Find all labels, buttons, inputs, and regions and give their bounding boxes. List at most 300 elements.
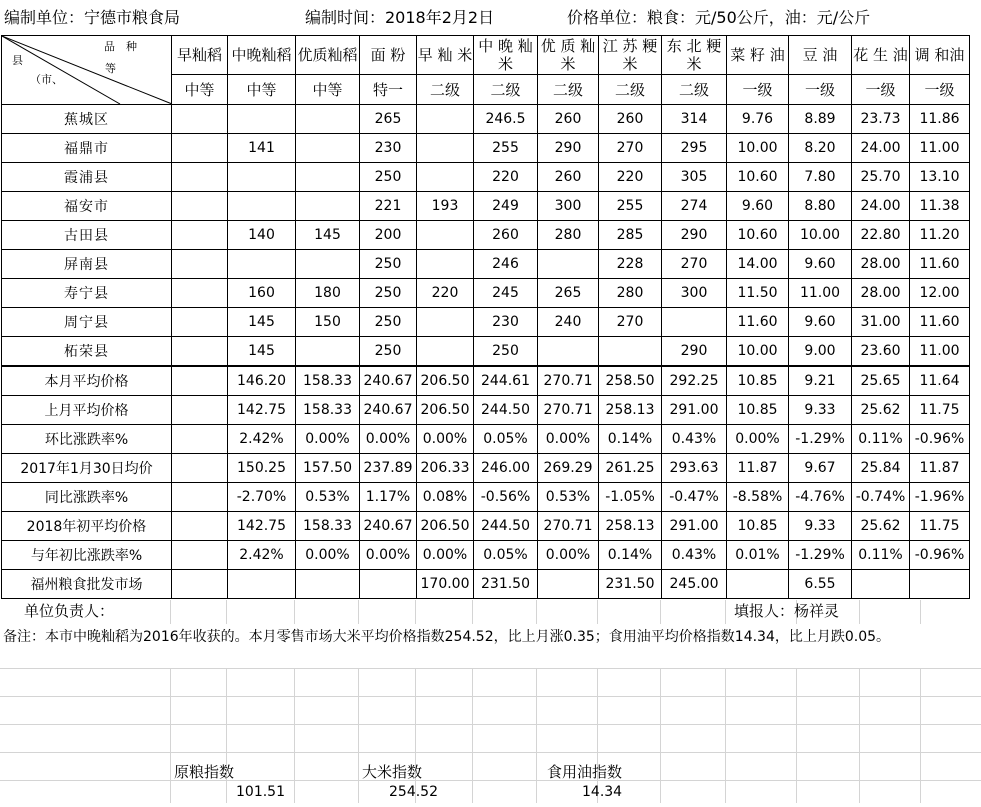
summary-label: 同比涨跌率% [2,483,172,512]
price-cell: -1.29% [789,425,852,454]
unit-label: 编制单位：宁德市粮食局 [4,8,181,27]
price-cell: 240 [538,308,599,337]
price-cell: 11.87 [727,454,789,483]
price-cell: 240.67 [360,396,417,425]
price-cell: 8.20 [789,134,852,163]
county-row [2,279,970,308]
price-cell [538,337,599,367]
price-cell: 158.33 [296,512,360,541]
price-cell [296,163,360,192]
price-cell [417,337,474,367]
column-grade: 特一 [360,75,417,105]
price-cell: -0.96% [910,541,970,570]
summary-row [2,454,970,483]
price-cell [360,570,417,599]
column-grade: 一级 [852,75,910,105]
price-cell: -0.56% [474,483,538,512]
price-cell: 244.50 [474,512,538,541]
price-cell: 250 [360,337,417,367]
filler-label: 填报人：杨祥灵 [734,602,840,620]
price-cell: 258.13 [599,512,662,541]
price-cell: -0.74% [852,483,910,512]
price-cell [228,570,296,599]
price-cell: 0.00% [538,425,599,454]
price-cell: 12.00 [910,279,970,308]
price-cell: 9.76 [727,105,789,134]
column-grade: 二级 [599,75,662,105]
price-cell: 2.42% [228,541,296,570]
county-row [2,337,970,367]
corner-product: 品 种 [104,40,137,53]
diagonal-lines [2,36,172,104]
price-cell [172,483,228,512]
price-cell: 270 [599,134,662,163]
price-cell [417,308,474,337]
price-cell [538,570,599,599]
price-cell [727,570,789,599]
county-row [2,192,970,221]
price-cell [296,250,360,279]
price-cell: 11.86 [910,105,970,134]
price-cell: 0.11% [852,425,910,454]
price-cell: 290 [662,221,727,250]
price-cell: 0.00% [360,541,417,570]
column-header: 东 北 粳 米 [662,36,727,75]
price-cell: 292.25 [662,366,727,396]
summary-row [2,366,970,396]
price-cell: -0.96% [910,425,970,454]
price-cell: 150 [296,308,360,337]
price-cell: 2.42% [228,425,296,454]
price-cell: 11.00 [789,279,852,308]
price-cell: 0.43% [662,425,727,454]
edible-oil-index-value: 14.34 [582,784,623,800]
county-row [2,134,970,163]
column-header: 菜 籽 油 [727,36,789,75]
price-cell [172,541,228,570]
price-cell: 231.50 [474,570,538,599]
price-cell: 255 [474,134,538,163]
raw-grain-index-value: 101.51 [236,784,285,800]
price-cell: 0.14% [599,425,662,454]
column-header: 花 生 油 [852,36,910,75]
price-cell: -1.96% [910,483,970,512]
price-cell [538,250,599,279]
price-cell: 25.70 [852,163,910,192]
price-cell: 246.00 [474,454,538,483]
county-name: 周宁县 [2,308,172,337]
price-cell: 10.60 [727,221,789,250]
county-row [2,105,970,134]
price-cell: 8.89 [789,105,852,134]
summary-label: 2018年初平均价格 [2,512,172,541]
price-cell: 220 [474,163,538,192]
price-cell: 250 [360,250,417,279]
price-cell: 258.13 [599,396,662,425]
price-cell: 260 [474,221,538,250]
price-cell: 9.00 [789,337,852,367]
price-cell: 10.60 [727,163,789,192]
price-cell: 305 [662,163,727,192]
column-grade: 二级 [662,75,727,105]
column-header: 面 粉 [360,36,417,75]
column-header: 豆 油 [789,36,852,75]
price-cell: 0.05% [474,425,538,454]
summary-label: 与年初比涨跌率% [2,541,172,570]
price-cell: 28.00 [852,279,910,308]
price-cell: 0.14% [599,541,662,570]
price-cell: 25.62 [852,512,910,541]
price-cell [296,570,360,599]
county-name: 福鼎市 [2,134,172,163]
price-cell [172,192,228,221]
column-grade: 中等 [296,75,360,105]
column-header: 调 和油 [910,36,970,75]
price-cell [296,192,360,221]
summary-row [2,483,970,512]
price-cell: 270.71 [538,366,599,396]
price-cell [599,337,662,367]
price-cell: 170.00 [417,570,474,599]
price-cell: 9.60 [727,192,789,221]
price-cell: 23.60 [852,337,910,367]
price-cell: 14.00 [727,250,789,279]
price-cell: 31.00 [852,308,910,337]
raw-grain-index-label: 原粮指数 [174,763,235,781]
price-cell: 300 [662,279,727,308]
price-cell [172,163,228,192]
price-cell: 230 [474,308,538,337]
price-cell: 270.71 [538,512,599,541]
price-cell: 23.73 [852,105,910,134]
price-cell: 11.60 [910,308,970,337]
price-cell: 9.60 [789,250,852,279]
column-header: 优 质 籼 米 [538,36,599,75]
price-cell: 261.25 [599,454,662,483]
price-cell: 280 [599,279,662,308]
price-cell: 7.80 [789,163,852,192]
price-cell: 11.75 [910,396,970,425]
price-cell: 158.33 [296,366,360,396]
price-cell: 11.38 [910,192,970,221]
column-grade: 一级 [727,75,789,105]
county-row [2,250,970,279]
price-cell [228,163,296,192]
summary-row [2,541,970,570]
price-cell: 221 [360,192,417,221]
price-cell [417,105,474,134]
price-cell: 220 [599,163,662,192]
price-cell: 0.00% [296,425,360,454]
price-cell: 9.21 [789,366,852,396]
price-cell: 291.00 [662,512,727,541]
price-cell: 270 [662,250,727,279]
compile-time: 编制时间：2018年2月2日 [305,8,495,27]
summary-label: 环比涨跌率% [2,425,172,454]
price-cell: 245 [474,279,538,308]
rice-index-label: 大米指数 [362,763,423,781]
price-cell: 9.67 [789,454,852,483]
price-cell [172,105,228,134]
price-cell: 13.10 [910,163,970,192]
remark-note: 备注：本市中晚籼稻为2016年收获的。本月零售市场大米平均价格指数254.52，比上月涨0.35；食用油平均价格指数14.34，比上月跌0.05。 [3,626,975,648]
price-cell [296,134,360,163]
price-cell: 11.87 [910,454,970,483]
price-cell: 1.17% [360,483,417,512]
county-name: 寿宁县 [2,279,172,308]
price-cell: 22.80 [852,221,910,250]
price-cell [417,250,474,279]
price-cell: 145 [228,308,296,337]
county-name: 古田县 [2,221,172,250]
price-cell: 260 [538,105,599,134]
summary-row [2,425,970,454]
price-cell: 206.33 [417,454,474,483]
price-cell: 10.00 [789,221,852,250]
price-cell: 9.33 [789,396,852,425]
price-cell: 206.50 [417,396,474,425]
price-cell [172,221,228,250]
corner-grade: 等 [105,62,116,75]
county-name: 柘荣县 [2,337,172,367]
price-cell: 246 [474,250,538,279]
summary-label: 本月平均价格 [2,366,172,396]
price-cell: 0.08% [417,483,474,512]
price-cell: 6.55 [789,570,852,599]
price-cell: 141 [228,134,296,163]
price-cell: 244.61 [474,366,538,396]
price-cell: 300 [538,192,599,221]
price-cell: 160 [228,279,296,308]
price-cell: 274 [662,192,727,221]
price-cell [228,250,296,279]
price-cell: 0.53% [538,483,599,512]
price-cell [172,512,228,541]
county-name: 蕉城区 [2,105,172,134]
price-cell [296,105,360,134]
price-cell: 11.64 [910,366,970,396]
price-cell: 0.00% [727,425,789,454]
price-cell [296,337,360,367]
price-cell [910,570,970,599]
price-table [1,35,970,599]
price-cell [228,192,296,221]
column-header: 早籼稻 [172,36,228,75]
price-cell: 280 [538,221,599,250]
price-cell: 269.29 [538,454,599,483]
price-cell: 11.50 [727,279,789,308]
price-cell [172,134,228,163]
price-cell [172,337,228,367]
price-cell: 25.62 [852,396,910,425]
price-cell: 0.05% [474,541,538,570]
price-cell: 193 [417,192,474,221]
price-cell: 270 [599,308,662,337]
price-cell: 9.60 [789,308,852,337]
county-row [2,308,970,337]
price-cell: 250 [360,279,417,308]
price-cell [228,105,296,134]
price-cell: 270.71 [538,396,599,425]
price-cell: 0.53% [296,483,360,512]
edible-oil-index-label: 食用油指数 [547,763,623,781]
price-cell: 260 [538,163,599,192]
corner-city: （市、 [30,73,63,86]
price-cell [662,308,727,337]
price-cell: 24.00 [852,192,910,221]
price-cell: 146.20 [228,366,296,396]
price-cell: 220 [417,279,474,308]
column-grade: 中等 [172,75,228,105]
price-cell: 10.00 [727,337,789,367]
price-cell: 240.67 [360,366,417,396]
price-cell: 11.75 [910,512,970,541]
county-name: 福安市 [2,192,172,221]
price-cell: 140 [228,221,296,250]
price-cell: 25.84 [852,454,910,483]
price-cell [172,366,228,396]
corner-county: 县 [12,54,23,67]
price-cell: 24.00 [852,134,910,163]
price-cell: 293.63 [662,454,727,483]
price-cell: 228 [599,250,662,279]
county-row [2,221,970,250]
column-grade: 二级 [417,75,474,105]
county-row [2,163,970,192]
price-cell: 0.11% [852,541,910,570]
price-cell: 258.50 [599,366,662,396]
summary-row [2,570,970,599]
price-cell [417,134,474,163]
price-cell: -2.70% [228,483,296,512]
price-cell: 230 [360,134,417,163]
price-cell: -0.47% [662,483,727,512]
price-cell: 10.00 [727,134,789,163]
price-cell [852,570,910,599]
price-cell: 145 [296,221,360,250]
price-cell: 11.60 [910,250,970,279]
price-cell: 0.00% [296,541,360,570]
price-cell [172,279,228,308]
price-cell: 10.85 [727,366,789,396]
price-cell: 290 [538,134,599,163]
summary-label: 福州粮食批发市场 [2,570,172,599]
price-cell: 11.60 [727,308,789,337]
column-grade: 中等 [228,75,296,105]
price-cell [172,425,228,454]
summary-label: 上月平均价格 [2,396,172,425]
price-cell: 145 [228,337,296,367]
price-cell: 0.43% [662,541,727,570]
price-cell: 250 [360,308,417,337]
price-cell: 11.00 [910,337,970,367]
price-cell: 291.00 [662,396,727,425]
price-cell: 9.33 [789,512,852,541]
price-cell: 200 [360,221,417,250]
price-cell: 231.50 [599,570,662,599]
price-cell [417,163,474,192]
price-cell: 260 [599,105,662,134]
price-cell: 150.25 [228,454,296,483]
price-cell: 250 [360,163,417,192]
price-cell: 295 [662,134,727,163]
price-cell: 206.50 [417,512,474,541]
price-cell: 8.80 [789,192,852,221]
price-cell: 11.20 [910,221,970,250]
price-cell: 0.00% [417,425,474,454]
price-cell: 244.50 [474,396,538,425]
price-cell [172,250,228,279]
price-cell: 11.00 [910,134,970,163]
price-cell: 0.00% [417,541,474,570]
county-name: 霞浦县 [2,163,172,192]
column-header: 中 晚 籼 米 [474,36,538,75]
price-cell: 10.85 [727,512,789,541]
summary-row [2,512,970,541]
price-cell: 265 [538,279,599,308]
price-cell: 0.00% [360,425,417,454]
price-cell [172,396,228,425]
price-cell [417,221,474,250]
price-cell: 158.33 [296,396,360,425]
price-cell: 285 [599,221,662,250]
price-cell: 255 [599,192,662,221]
price-cell: 25.65 [852,366,910,396]
price-cell: 28.00 [852,250,910,279]
price-cell: 240.67 [360,512,417,541]
price-cell: 246.5 [474,105,538,134]
price-cell: 290 [662,337,727,367]
summary-label: 2017年1月30日均价 [2,454,172,483]
summary-row [2,396,970,425]
price-cell [172,454,228,483]
price-cell [172,308,228,337]
price-cell: 250 [474,337,538,367]
column-grade: 一级 [789,75,852,105]
column-grade: 二级 [474,75,538,105]
price-cell: -8.58% [727,483,789,512]
price-cell: 249 [474,192,538,221]
column-header: 江 苏 粳 米 [599,36,662,75]
price-cell: 142.75 [228,396,296,425]
column-header: 优质籼稻 [296,36,360,75]
price-cell: 10.85 [727,396,789,425]
column-grade: 二级 [538,75,599,105]
price-unit: 价格单位：粮食：元/50公斤，油：元/公斤 [567,8,871,27]
price-cell: 142.75 [228,512,296,541]
price-cell: 206.50 [417,366,474,396]
price-cell [172,570,228,599]
column-header: 早 籼 米 [417,36,474,75]
price-cell: -1.05% [599,483,662,512]
column-grade: 一级 [910,75,970,105]
price-cell: 157.50 [296,454,360,483]
price-cell: 0.00% [538,541,599,570]
rice-index-value: 254.52 [389,784,438,800]
price-cell: 237.89 [360,454,417,483]
column-header: 中晚籼稻 [228,36,296,75]
corner-header [2,36,172,105]
price-cell: 265 [360,105,417,134]
price-cell: 0.01% [727,541,789,570]
price-cell: 245.00 [662,570,727,599]
price-cell: -1.29% [789,541,852,570]
price-cell: 180 [296,279,360,308]
county-name: 屏南县 [2,250,172,279]
responsible-label: 单位负责人： [24,602,115,620]
price-cell: -4.76% [789,483,852,512]
price-cell: 314 [662,105,727,134]
